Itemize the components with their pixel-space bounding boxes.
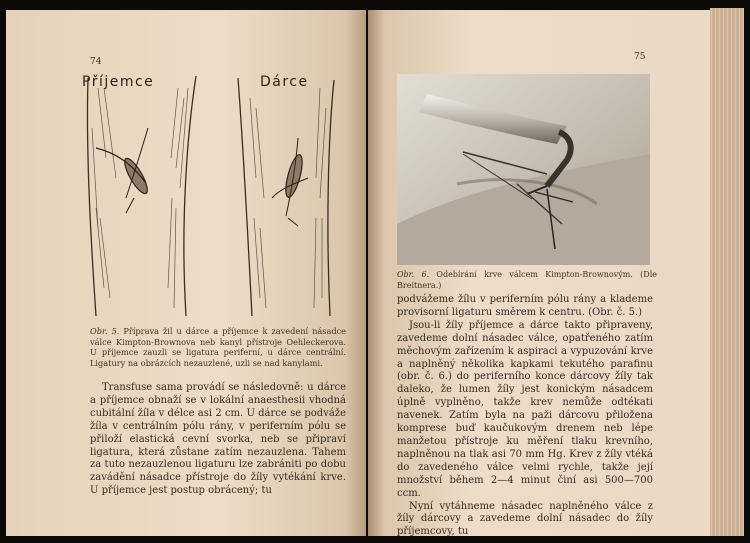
figure-6-caption-text: Odebírání krve válcem Kimpton-Brownovým. (Dle Breitnera.) bbox=[397, 270, 657, 290]
right-paragraph-1: podvážeme žílu v periferním pólu rány a klademe provisorní ligaturu směrem k centru. (Obr. č. 5.) bbox=[397, 294, 653, 318]
figure-arm-veins bbox=[76, 68, 346, 320]
kimpton-brown-cylinder-illustration bbox=[397, 74, 650, 265]
figure-5-caption bbox=[90, 326, 346, 368]
left-page-number: 74 bbox=[90, 57, 102, 67]
figure-6-caption bbox=[397, 270, 657, 291]
right-page-number: 75 bbox=[634, 52, 646, 62]
figure-6-caption-lead: Obr. 6. bbox=[397, 270, 430, 279]
left-paragraph: Transfuse sama provádí se následovně: u dárce a příjemce obnaží se v lokální anaesthesii vhodná cubitální žíla v délce asi 2 cm. U dárce se podváže žíla v centrálním pólu rány, v periferním pólu se přiloží elastická cevní svorka, neb se připraví ligatura, která zůstane zatím nezauzlena. Tahem za tuto nezauzlenou ligaturu lze zabrániti po dobu zavádění násadce přístroje do žíly vytékání krve. U příjemce jest postup obrácený; tu bbox=[90, 382, 346, 497]
figure-kimpton-brown-photo bbox=[397, 74, 650, 265]
label-donor: Dárce bbox=[260, 74, 309, 90]
right-paragraph-2: Jsou-li žíly příjemce a dárce takto připraveny, zavedeme dolní násadec válce, opatřeného zatím měchovým zařízením k aspiraci a vypuzování krve a naplněný několika kapkami tekutého parafinu (obr. č. 6.) do periferního konce dárcovy žíly tak daleko, že lumen žíly jest konickým násadcem úplně vyplněno, takže krev nemůže odtékati navenek. Zatím byla na paži dárcovu přiložena komprese buď kaučukovým drenem neb lépe manžetou přístroje ku měření tlaku krevního, naplněnou na tlak asi 70 mm Hg. Krev z žíly vtéká do zavedeného válce velmi rychle, takže její množství během 2—4 minut činí asi 500—700 ccm. bbox=[397, 319, 653, 499]
figure-5-caption-lead: Obr. 5. bbox=[90, 326, 120, 336]
page-edges bbox=[710, 8, 744, 536]
right-paragraph-3: Nyní vytáhneme násadec naplněného válce z žíly dárcovy a zavedeme dolní násadec do žíly příjemcovy, tu bbox=[397, 500, 653, 538]
label-recipient: Příjemce bbox=[82, 74, 155, 90]
right-body-text bbox=[397, 294, 653, 539]
figure-5-caption-text: Příprava žil u dárce a příjemce k zavedení násadce válce Kimpton-Brownova neb kanyl přístroje Oehleckerova. U příjemce zauzli se ligatura periferní, u dárce centrální. Ligatury na obrázcích nezauzlené, uzli se nad kanylami. bbox=[90, 326, 346, 368]
arm-veins-illustration bbox=[76, 68, 346, 320]
left-body-text bbox=[90, 382, 346, 498]
